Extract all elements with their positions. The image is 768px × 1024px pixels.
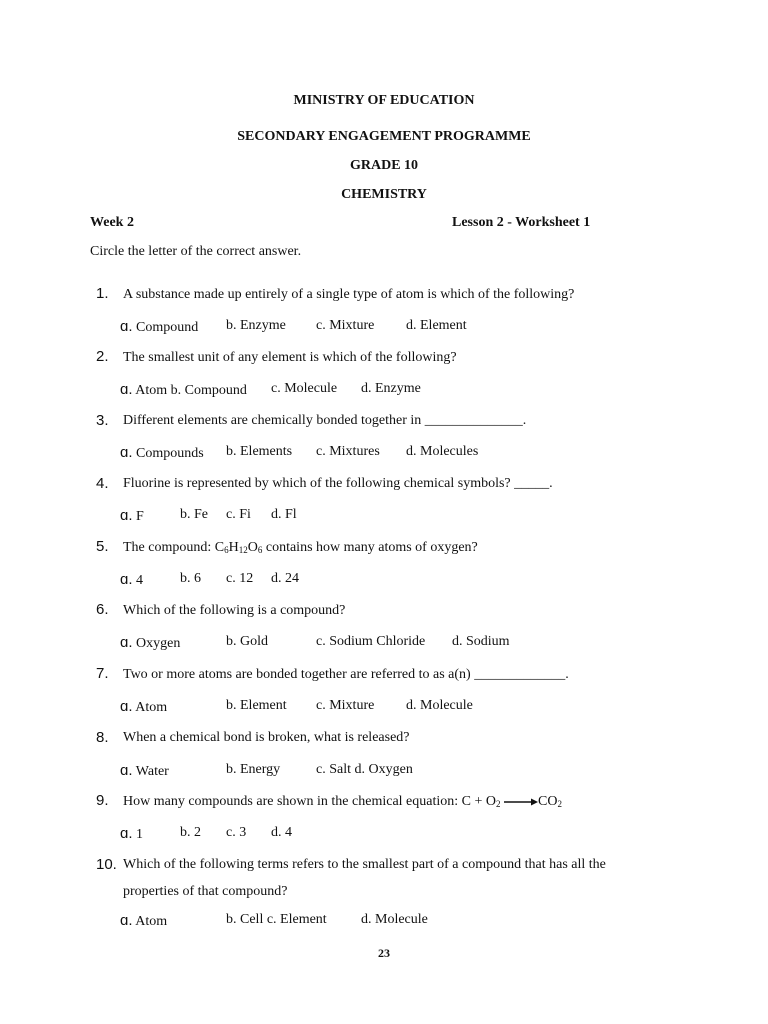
option-b[interactable]: b. Gold [226,634,268,649]
option-d[interactable]: d. Element [406,318,467,333]
question-number: 2. [96,348,109,365]
question-text: Fluorine is represented by which of the following chemical symbols? _____. [123,476,553,491]
question-text: Which of the following terms refers to the smallest part of a compound that has all the [123,857,606,872]
option-d[interactable]: d. Molecules [406,444,479,459]
option-a[interactable]: ɑ. Water [120,762,169,779]
option-d[interactable]: d. 4 [271,825,292,840]
question-number: 1. [96,285,109,302]
option-b[interactable]: b. Enzyme [226,318,286,333]
option-b[interactable]: b. 6 [180,571,201,586]
option-c[interactable]: c. Mixtures [316,444,380,459]
question-text: Two or more atoms are bonded together are referred to as a(n) _____________. [123,667,569,682]
question-text-continued: properties of that compound? [123,884,288,899]
reaction-arrow-icon [504,797,538,807]
option-b[interactable]: b. 2 [180,825,201,840]
ministry-heading: MINISTRY OF EDUCATION [293,93,475,108]
option-a[interactable]: ɑ. Oxygen [120,634,181,651]
subject-heading: CHEMISTRY [341,187,427,202]
option-a[interactable]: ɑ. 1 [120,825,144,842]
option-b[interactable]: b. Elements [226,444,293,459]
question-text: How many compounds are shown in the chemical equation: $C + O_2$ $CO_2$ [123,794,562,809]
question-number: 6. [96,601,109,618]
instruction-text: Circle the letter of the correct answer. [90,244,302,259]
option-c[interactable]: c. Mixture [316,698,375,713]
page-number: 23 [378,946,390,960]
option-d[interactable]: d. Molecule [406,698,473,713]
week-label: Week 2 [90,215,134,230]
option-a[interactable]: ɑ. Compound [120,318,199,335]
question-text: Different elements are chemically bonded together in ______________. [123,413,527,428]
grade-heading: GRADE 10 [349,158,419,173]
question-text: A substance made up entirely of a single type of atom is which of the following? [123,287,575,302]
option-c[interactable]: c. Molecule [271,381,338,396]
question-number: 10. [96,856,117,873]
option-b[interactable]: b. Element [226,698,287,713]
option-b-c[interactable]: b. Cell c. Element [226,912,327,927]
option-a[interactable]: ɑ. Atom [120,912,168,929]
question-number: 7. [96,665,109,682]
lesson-label: Lesson 2 - Worksheet 1 [452,215,591,230]
option-a[interactable]: ɑ. Atom [120,698,168,715]
question-text: Which of the following is a compound? [123,603,346,618]
option-d[interactable]: d. 24 [271,571,299,586]
option-c[interactable]: c. 3 [226,825,247,840]
option-a[interactable]: ɑ. Compounds [120,444,204,461]
option-c-d[interactable]: c. Salt d. Oxygen [316,762,413,777]
option-b[interactable]: b. Fe [180,507,208,522]
option-c[interactable]: c. Sodium Chloride [316,634,426,649]
option-a-b[interactable]: ɑ. Atom b. Compound [120,381,247,398]
option-b[interactable]: b. Energy [226,762,281,777]
programme-heading: SECONDARY ENGAGEMENT PROGRAMME [237,129,531,144]
option-c[interactable]: c. Fi [226,507,251,522]
option-a[interactable]: ɑ. F [120,507,144,524]
option-a[interactable]: ɑ. 4 [120,571,144,588]
question-number: 5. [96,538,109,555]
option-d[interactable]: d. Molecule [361,912,428,927]
question-number: 3. [96,412,109,429]
question-text: The compound: $C_6H_{12}O_6$ contains how many atoms of oxygen? [123,540,478,555]
question-number: 4. [96,475,109,492]
option-c[interactable]: c. Mixture [316,318,375,333]
question-number: 9. [96,792,109,809]
question-text: When a chemical bond is broken, what is released? [123,730,410,745]
option-d[interactable]: d. Sodium [452,634,510,649]
question-text: The smallest unit of any element is which of the following? [123,350,457,365]
question-number: 8. [96,729,109,746]
option-d[interactable]: d. Fl [271,507,297,522]
option-d[interactable]: d. Enzyme [361,381,421,396]
option-c[interactable]: c. 12 [226,571,254,586]
